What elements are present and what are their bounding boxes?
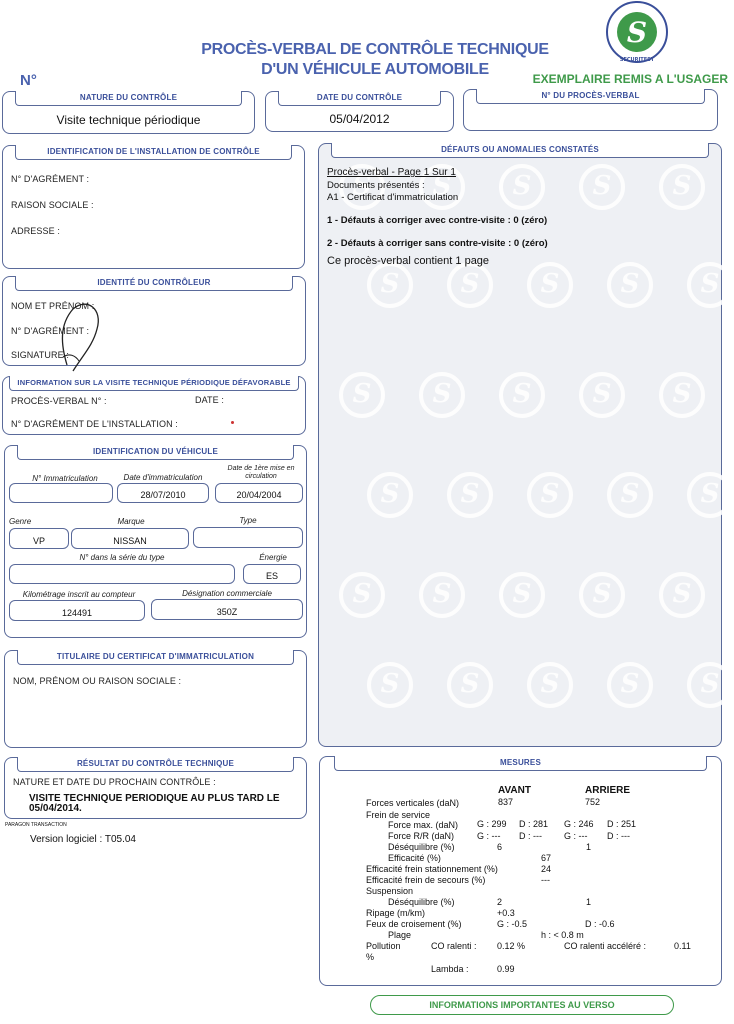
susp-avant: 2 <box>497 897 503 907</box>
verso-info: INFORMATIONS IMPORTANTES AU VERSO <box>370 995 674 1015</box>
resultat-label: NATURE ET DATE DU PROCHAIN CONTRÔLE : <box>13 777 216 787</box>
deseq-avant: 6 <box>497 842 503 852</box>
rr-g-arriere: G : --- <box>564 831 588 841</box>
rr-d-arriere: D : --- <box>607 831 630 841</box>
defavorable-date: DATE : <box>195 395 224 405</box>
handwritten-signature <box>53 295 113 375</box>
fm-g-avant: G : 299 <box>477 819 507 829</box>
fm-d-arriere: D : 251 <box>607 819 637 829</box>
svg-text:SECURITEST: SECURITEST <box>619 57 655 63</box>
marque-label: Marque <box>117 517 145 526</box>
controleur-agrement: N° D'AGRÉMENT : <box>11 326 90 336</box>
suspension-label: Suspension <box>366 886 414 896</box>
watermark-logo <box>367 262 413 308</box>
watermark-logo <box>339 572 385 618</box>
lambda-value: 0.99 <box>497 964 515 974</box>
designation-field: 350Z <box>151 599 303 620</box>
defavorable-box <box>2 376 306 435</box>
watermark-logo <box>499 572 545 618</box>
marque-field: NISSAN <box>71 528 189 549</box>
co-accelere-value: 0.11 <box>674 941 691 951</box>
eff-stationnement-label: Efficacité frein stationnement (%) <box>366 864 498 874</box>
watermark-logo <box>447 262 493 308</box>
km-field: 124491 <box>9 600 145 621</box>
designation-label: Désignation commerciale <box>182 589 272 598</box>
paragon-label: PARAGON TRANSACTION <box>5 822 67 828</box>
ripage-value: +0.3 <box>497 908 515 918</box>
plage-label: Plage <box>388 930 412 940</box>
defauts-box <box>318 143 722 747</box>
installation-agrement: N° D'AGRÉMENT : <box>11 174 90 184</box>
feux-d: D : -0.6 <box>585 919 615 929</box>
efficacite-label: Efficacité (%) <box>388 853 441 863</box>
defauts-docs-item: A1 - Certificat d'immatriculation <box>327 192 459 203</box>
feux-g: G : -0.5 <box>497 919 528 929</box>
deseq-arriere: 1 <box>586 842 592 852</box>
watermark-logo <box>659 164 705 210</box>
watermark-logo <box>687 472 733 518</box>
watermark-logo <box>527 662 573 708</box>
date-value: 05/04/2012 <box>329 112 390 126</box>
vehicule-header: IDENTIFICATION DU VÉHICULE <box>17 445 294 460</box>
genre-field: VP <box>9 528 69 549</box>
titulaire-nom: NOM, PRÉNOM OU RAISON SOCIALE : <box>13 676 182 686</box>
watermark-logo <box>499 372 545 418</box>
watermark-logo <box>447 662 493 708</box>
watermark-logo <box>687 662 733 708</box>
immat-label: N° Immatriculation <box>32 474 98 483</box>
frein-service-label: Frein de service <box>366 810 431 820</box>
installation-raison: RAISON SOCIALE : <box>11 200 94 210</box>
installation-box <box>2 145 305 269</box>
mesures-box <box>319 756 722 986</box>
desequilibre-label: Déséquilibre (%) <box>388 842 455 852</box>
immat-field <box>9 483 113 503</box>
nature-box <box>2 91 255 134</box>
type-field <box>193 527 303 548</box>
eff-stationnement-value: 24 <box>541 864 552 874</box>
eff-secours-value: --- <box>541 875 550 885</box>
type-label: Type <box>239 516 257 525</box>
resultat-header: RÉSULTAT DU CONTRÔLE TECHNIQUE <box>17 757 294 772</box>
defavorable-agrement: N° D'AGRÉMENT DE L'INSTALLATION : <box>11 419 178 429</box>
copy-label: EXEMPLAIRE REMIS A L'USAGER <box>532 72 728 86</box>
rr-g-avant: G : --- <box>477 831 501 841</box>
controleur-signature: SIGNATURE : <box>11 350 69 360</box>
defavorable-header: INFORMATION SUR LA VISITE TECHNIQUE PÉRIODIQUE DÉFAVORABLE <box>9 376 299 391</box>
watermark-logo <box>607 262 653 308</box>
co-ralenti-value: 0.12 % <box>497 941 526 951</box>
defauts-line1: 1 - Défauts à corriger avec contre-visite : 0 (zéro) <box>327 215 548 226</box>
defauts-header: DÉFAUTS OU ANOMALIES CONSTATÉS <box>331 143 709 158</box>
red-dot <box>231 421 234 424</box>
defavorable-pv: PROCÈS-VERBAL N° : <box>11 396 107 406</box>
watermark-logo <box>659 372 705 418</box>
resultat-box <box>4 757 307 819</box>
pollution-label: Pollution <box>366 941 401 951</box>
vehicule-box <box>4 445 307 638</box>
mesures-avant: AVANT <box>498 785 531 796</box>
nature-value: Visite technique périodique <box>56 113 201 127</box>
force-rr-label: Force R/R (daN) <box>388 831 455 841</box>
co-ralenti-label: CO ralenti : <box>431 941 477 951</box>
plage-value: h : < 0.8 m <box>541 930 584 940</box>
controleur-box <box>2 276 306 366</box>
date-immat-label: Date d'immatriculation <box>123 473 203 482</box>
watermark-logo <box>579 572 625 618</box>
watermark-logo <box>607 662 653 708</box>
resultat-value-line1: VISITE TECHNIQUE PERIODIQUE AU PLUS TARD LE <box>29 793 280 804</box>
document-title-line2: D'UN VÉHICULE AUTOMOBILE <box>261 61 489 78</box>
serie-label: N° dans la série du type <box>79 553 165 562</box>
defauts-page-line: Procès-verbal - Page 1 Sur 1 <box>327 167 456 178</box>
pv-box <box>463 89 718 131</box>
serie-field <box>9 564 235 584</box>
defauts-pages: Ce procès-verbal contient 1 page <box>327 255 490 267</box>
energie-label: Énergie <box>259 553 287 562</box>
feux-label: Feux de croisement (%) <box>366 919 462 929</box>
nature-header: NATURE DU CONTRÔLE <box>15 91 242 106</box>
watermark-logo <box>687 262 733 308</box>
force-max-label: Force max. (daN) <box>388 820 459 830</box>
efficacite-value: 67 <box>541 853 552 863</box>
susp-deseq-label: Déséquilibre (%) <box>388 897 455 907</box>
genre-label: Genre <box>9 517 32 526</box>
date-box <box>265 91 454 132</box>
resultat-value-line2: 05/04/2014. <box>29 803 82 814</box>
watermark-logo <box>419 372 465 418</box>
installation-header: IDENTIFICATION DE L'INSTALLATION DE CONTRÔLE <box>15 145 292 160</box>
watermark-logo <box>499 164 545 210</box>
watermark-logo <box>339 372 385 418</box>
ripage-label: Ripage (m/km) <box>366 908 426 918</box>
watermark-logo <box>367 662 413 708</box>
controleur-header: IDENTITÉ DU CONTRÔLEUR <box>15 276 293 291</box>
watermark-logo <box>527 472 573 518</box>
watermark-logo <box>659 572 705 618</box>
susp-arriere: 1 <box>586 897 592 907</box>
pv-header: N° DU PROCÈS-VERBAL <box>476 89 705 104</box>
km-label: Kilométrage inscrit au compteur <box>22 590 136 599</box>
titulaire-box <box>4 650 307 748</box>
controleur-nom: NOM ET PRÉNOM : <box>11 301 95 311</box>
fm-d-avant: D : 281 <box>519 819 549 829</box>
date-circ-field: 20/04/2004 <box>215 483 303 503</box>
watermark-logo <box>419 572 465 618</box>
date-header: DATE DU CONTRÔLE <box>278 91 441 106</box>
energie-field: ES <box>243 564 301 584</box>
watermark-logo <box>607 472 653 518</box>
titulaire-header: TITULAIRE DU CERTIFICAT D'IMMATRICULATION <box>17 650 294 665</box>
defauts-line2: 2 - Défauts à corriger sans contre-visite : 0 (zéro) <box>327 238 548 249</box>
forces-verticales-label: Forces verticales (daN) <box>366 798 460 808</box>
watermark-logo <box>579 164 625 210</box>
fv-arriere: 752 <box>585 797 601 807</box>
watermark-logo <box>527 262 573 308</box>
date-immat-field: 28/07/2010 <box>117 483 209 503</box>
lambda-label: Lambda : <box>431 964 469 974</box>
watermark-logo <box>367 472 413 518</box>
watermark-logo <box>579 372 625 418</box>
eff-secours-label: Efficacité frein de secours (%) <box>366 875 486 885</box>
document-title-line1: PROCÈS-VERBAL DE CONTRÔLE TECHNIQUE <box>201 41 549 58</box>
securitest-logo <box>602 0 672 64</box>
fm-g-arriere: G : 246 <box>564 819 594 829</box>
date-circ-label: Date de 1ère mise en circulation <box>227 465 295 480</box>
pollution-pct: % <box>366 952 375 962</box>
co-accelere-label: CO ralenti accéléré : <box>564 941 647 951</box>
watermark-logo <box>447 472 493 518</box>
installation-adresse: ADRESSE : <box>11 226 60 236</box>
svg-text:S: S <box>626 16 648 49</box>
mesures-arriere: ARRIERE <box>585 785 631 796</box>
fv-avant: 837 <box>498 797 514 807</box>
mesures-header: MESURES <box>334 756 707 771</box>
rr-d-avant: D : --- <box>519 831 542 841</box>
number-label: N° <box>20 72 37 89</box>
software-version: Version logiciel : T05.04 <box>30 834 136 845</box>
defauts-docs-label: Documents présentés : <box>327 180 425 191</box>
